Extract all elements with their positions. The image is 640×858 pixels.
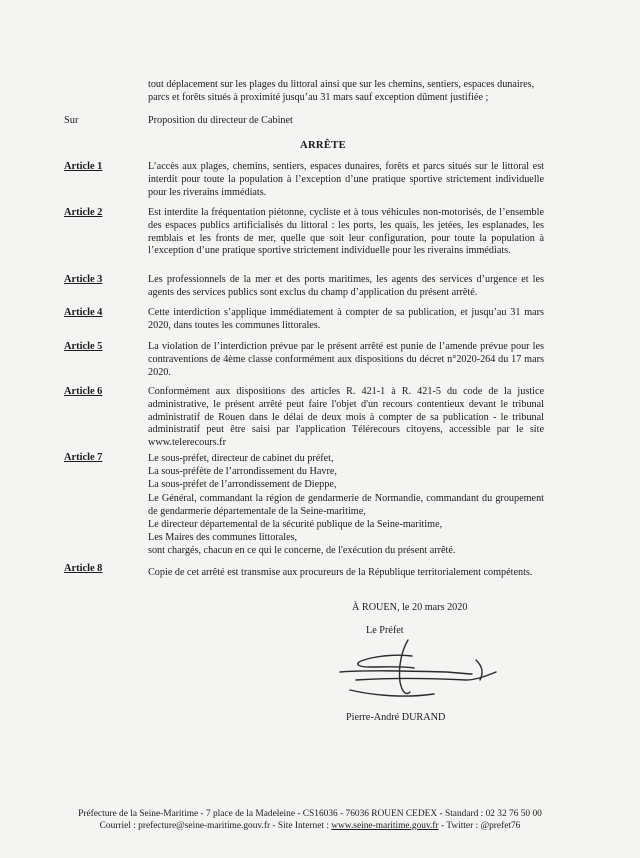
article-8-label: Article 8 xyxy=(64,563,103,574)
footer-website-link[interactable]: www.seine-maritime.gouv.fr xyxy=(331,821,439,831)
intro-line-2: parcs et forêts situés à proximité jusqu’au 31 mars sauf exception dûment justifiée ; xyxy=(148,91,489,103)
footer-email: Courriel : prefecture@seine-maritime.gouv.fr - Site Internet : xyxy=(99,821,332,831)
article-7-line-5: Le directeur départemental de la sécurité publique de la Seine-maritime, xyxy=(148,519,443,531)
footer xyxy=(60,808,560,832)
article-8-text: Copie de cet arrêté est transmise aux procureurs de la République territorialement compétents. xyxy=(148,567,533,578)
sur-text: Proposition du directeur de Cabinet xyxy=(148,115,293,126)
article-7-line-7: sont chargés, chacun en ce qui le concerne, de l'exécution du présent arrêté. xyxy=(148,545,456,557)
article-7-line-3: La sous-préfet de l’arrondissement de Dieppe, xyxy=(148,479,337,491)
article-7-line-6: Les Maires des communes littorales, xyxy=(148,532,298,544)
footer-twitter: - Twitter : @prefet76 xyxy=(438,821,521,831)
footer-contact xyxy=(60,820,560,832)
article-6-text: Conformément aux dispositions des articles R. 421-1 à R. 421-5 du code de la justice administrative, le présent arrêté peut faire l'objet d'un recours contentieux devant le tribunal administratif de Rouen dans le délai de deux mois à compter de sa publication - le tribunal administratif peut être saisi par l'application Télérecours citoyens, accessible par le site www.telerecours.fr xyxy=(148,386,544,449)
article-4-text: Cette interdiction s’applique immédiatement à compter de sa publication, et jusqu’au 31 mars 2020, dans toutes les communes littorales. xyxy=(148,307,544,331)
article-1-label: Article 1 xyxy=(64,161,103,172)
article-2-label: Article 2 xyxy=(64,207,103,218)
article-7-line-1: Le sous-préfet, directeur de cabinet du préfet, xyxy=(148,453,334,464)
article-7-line-4: Le Général, commandant la région de gendarmerie de Normandie, commandant du groupement de gendarmerie départementale de la Seine-maritime, xyxy=(148,492,544,517)
signature-name: Pierre-André DURAND xyxy=(346,712,446,723)
article-7-label: Article 7 xyxy=(64,452,103,463)
article-4-label: Article 4 xyxy=(64,307,103,318)
intro-paragraph xyxy=(148,79,544,105)
article-3-text: Les professionnels de la mer et des ports maritimes, les agents des services d’urgence et les agents des services publics sont exclus du champ d’application du présent arrêté. xyxy=(148,274,544,298)
article-6-label: Article 6 xyxy=(64,386,103,397)
article-2-text: Est interdite la fréquentation piétonne, cycliste et à tous véhicules non-motorisés, de l’ensemble des espaces publics artificialisés du littoral : les ports, les quais, les jetées, les esplanades, les remblais et les fronts de mer, quelle que soit leur configuration, pour toute la population à l’exception d’une pratique sportive strictement individuelle pour les riverains immédiats. xyxy=(148,207,544,257)
handwritten-signature xyxy=(326,636,506,708)
signature-place-date: À ROUEN, le 20 mars 2020 xyxy=(352,602,468,613)
article-7-line-2: La sous-préfète de l’arrondissement du Havre, xyxy=(148,466,337,478)
footer-address: Préfecture de la Seine-Maritime - 7 place de la Madeleine - CS16036 - 76036 ROUEN CEDEX - Standard : 02 32 76 50 00 xyxy=(78,809,542,819)
signature-role: Le Préfet xyxy=(366,625,404,636)
article-5-text: La violation de l’interdiction prévue par le présent arrêté est punie de l’amende prévue pour les contraventions de 4ème classe conformément aux dispositions du décret n°2020-264 du 17 mars 2020. xyxy=(148,341,544,378)
article-5-label: Article 5 xyxy=(64,341,103,352)
intro-line-1: tout déplacement sur les plages du littoral ainsi que sur les chemins, sentiers, espaces dunaires, xyxy=(148,79,535,90)
sur-label: Sur xyxy=(64,115,79,126)
document-title: ARRÊTE xyxy=(300,140,346,151)
article-3-label: Article 3 xyxy=(64,274,103,285)
article-7-list xyxy=(148,452,544,558)
article-1-text: L’accès aux plages, chemins, sentiers, espaces dunaires, forêts et parcs situés sur le littoral est interdit pour toute la population à l’exception d’une pratique sportive strictement individuelle pour les riverains immédiats. xyxy=(148,161,544,198)
